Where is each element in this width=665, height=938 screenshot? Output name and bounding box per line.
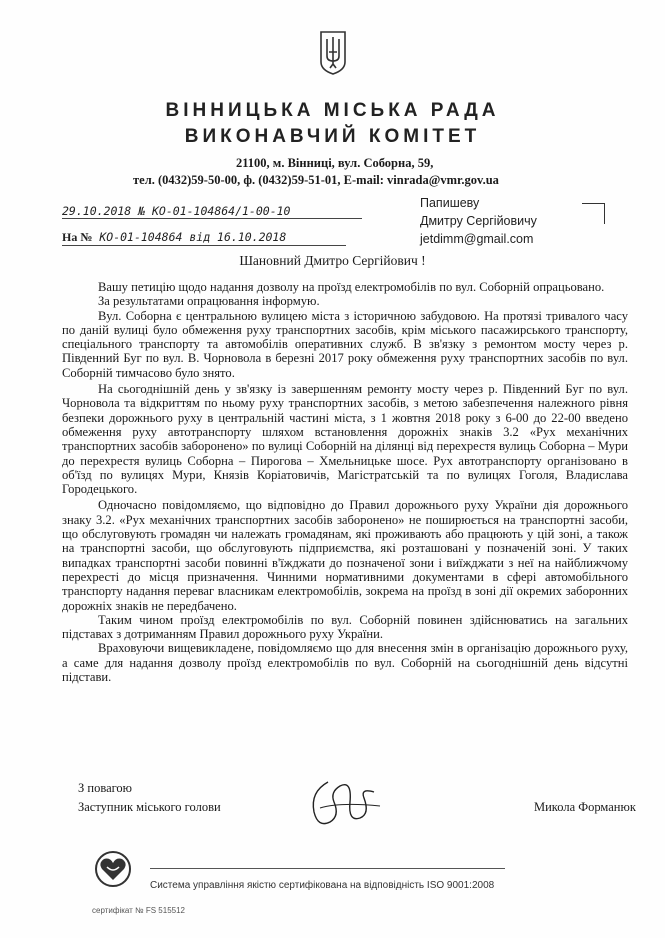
- organization-division: ВИКОНАВЧИЙ КОМІТЕТ: [184, 126, 481, 147]
- certification-text: Система управління якістю сертифікована на відповідність ISO 9001:2008: [150, 880, 495, 891]
- body-paragraph: За результатами опрацювання інформую.: [98, 294, 320, 309]
- footer-divider: [150, 868, 505, 869]
- incoming-reference-value: КО-01-104864 від 16.10.2018: [99, 230, 287, 244]
- body-paragraph: Вашу петицію щодо надання дозволу на проїзд електромобілів по вул. Соборній опрацьовано.: [98, 280, 605, 294]
- organization-name: ВІННИЦЬКА МІСЬКА РАДА: [165, 100, 500, 121]
- outgoing-reference: 29.10.2018 № КО-01-104864/1-00-10: [62, 204, 362, 219]
- body-paragraph: Таким чином проїзд електромобілів по вул. Соборній повинен здійснюватись на загальних підставах з дотриманням Правил дорожнього руху України.: [62, 612, 628, 642]
- heart-certification-logo: [93, 849, 133, 897]
- recipient-surname: Папишеву: [420, 196, 480, 210]
- certificate-number: сертифікат № FS 515512: [92, 906, 185, 915]
- incoming-reference: [62, 230, 346, 246]
- signer-name: Микола Форманюк: [534, 800, 636, 814]
- greeting: Шановний Дмитро Сергійович !: [239, 253, 426, 268]
- signer-position: Заступник міського голови: [78, 800, 221, 814]
- handwritten-signature: [300, 772, 390, 832]
- body-paragraph: Враховуючи вищевикладене, повідомляємо що для внесення змін в організацію дорожнього руху, а саме для надання дозволу проїзд електромобілів по вул. Соборній на сьогоднішній день відсутні підстави.: [62, 641, 628, 685]
- recipient-email: jetdimm@gmail.com: [420, 232, 534, 246]
- body-paragraph: Вул. Соборна є центральною вулицею міста з історичною забудовою. На протязі тривалого часу по даній вулиці було обмеження руху транспортних засобів, крім міського пасажирського транспорту, спеціального транспорту та автомобілів оперативних служб. В зв'язку з ремонтом мосту через р. Південний Буг по вул. В. Чорновола в березні 2017 року обмеження руху транспортних засобів по вул. Соборній тимчасово було знято.: [62, 308, 628, 380]
- incoming-reference-label: На №: [62, 230, 93, 244]
- body-paragraph: На сьогоднішній день у зв'язку із завершенням ремонту мосту через р. Південний Буг по вул. Чорновола та відкриттям по ньому руху транспортних засобів, з метою забезпечення належного рівня безпеки дорожнього руху в центральній частині міста, з 1 жовтня 2018 року з 6-00 до 22-00 введено обмеження руху автотранспорту шляхом встановлення дорожніх знаків 3.2 «Рух механічних транспортних засобів заборонено» по вулиці Соборній на ділянці від перехрестя вулиць Соборна – Мури до перехрестя вулиць Соборна – Пирогова – Хмельницьке шосе. Рух автотранспорту організовано в об'їзд по вулицях Мури, Князів Коріатовичів, Магістратській та по вулицях Гоголя, Владислава Городецького.: [62, 382, 628, 497]
- letter-body: [62, 280, 628, 684]
- address-corner-mark: [582, 203, 605, 224]
- closing-regards: З повагою: [78, 781, 133, 795]
- contact-line: тел. (0432)59-50-00, ф. (0432)59-51-01, E-mail: vinrada@vmr.gov.ua: [133, 173, 499, 187]
- trident-emblem-icon: [318, 28, 348, 76]
- body-paragraph: Одночасно повідомляємо, що відповідно до Правил дорожнього руху України дія дорожнього знаку 3.2. «Рух механічних транспортних засобів заборонено» не поширюється на транспортні засоби, що обслуговують громадян чи належать громадянам, які проживають або працюють у цій зоні, а також на транспортні засоби, що обслуговують підприємства, які розташовані у позначеній зоні. У таких випадках транспортні засоби повинні в'їжджати до позначеної зони і виїжджати з неї на найближчому перехресті до місця призначення. Чинними нормативними документами в сфері автомобільного транспорту надання переваг власникам електромобілів, зокрема на проїзд в зоні дії окремих заборонних дорожніх знаків не передбачено.: [62, 498, 628, 613]
- recipient-name: Дмитру Сергійовичу: [420, 214, 537, 228]
- address-line: 21100, м. Вінниці, вул. Соборна, 59,: [236, 156, 434, 170]
